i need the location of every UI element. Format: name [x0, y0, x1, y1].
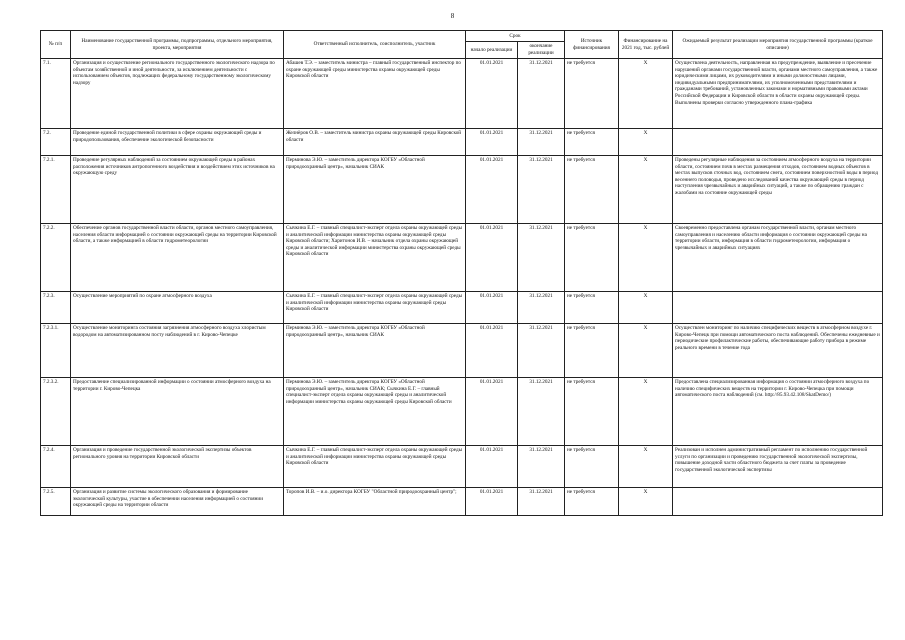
- row-responsible: Торопов И.В. – и.о. директора КОГБУ "Областной природоохранный центр";: [284, 488, 466, 516]
- row-end: 31.12.2021: [518, 129, 565, 156]
- row-responsible: Сычкина Е.Г. – главный специалист-эксперт отдела охраны окружающей среды и аналитической информации министерства охраны окружающей среды Кировской области; Харитонов И.В. – начальник отдела охраны окружающей среды и аналитической информации министерства охраны окружающей среды Кировской области: [284, 224, 466, 292]
- row-responsible: Сычкина Е.Г. – главный специалист-эксперт отдела охраны окружающей среды и аналитической информации министерства охраны окружающей среды Кировской области: [284, 446, 466, 488]
- row-responsible: Перминова Э.Ю. – заместитель директора КОГБУ «Областной природоохранный центр», начальник СИАК; Сычкина Е.Г. – главный специалист-эксперт отдела охраны окружающей среды и аналитической информации министерства охраны окружающей среды Кировской области: [284, 378, 466, 446]
- row-end: 31.12.2021: [518, 224, 565, 292]
- row-name: Проведение единой государственной политики в сфере охраны окружающей среды и природопользования, обеспечение экологической безопасности: [71, 129, 284, 156]
- row-end: 31.12.2021: [518, 324, 565, 378]
- row-name: Предоставление специализированной информации о состоянии атмосферного воздуха на территории г. Кирово-Чепецка: [71, 378, 284, 446]
- header-name: Наименование государственной программы, подпрограммы, отдельного мероприятия, проекта, мероприятия: [71, 31, 284, 59]
- header-result: Ожидаемый результат реализации мероприятия государственной программы (краткое описание): [673, 31, 883, 59]
- row-funding: X: [619, 59, 673, 129]
- header-num: № п/п: [41, 31, 71, 59]
- header-end: окончание реализации: [518, 42, 565, 59]
- row-name: Организация и развитие системы экологического образования и формирование экологической культуры, участие в обеспечении населения информацией о состоянии окружающей среды на территории области: [71, 488, 284, 516]
- row-num: 7.1.: [41, 59, 71, 129]
- table-row: [41, 224, 883, 292]
- row-funding: X: [619, 446, 673, 488]
- table-row: [41, 156, 883, 224]
- row-source: не требуется: [565, 292, 619, 324]
- row-funding: X: [619, 292, 673, 324]
- row-result: [673, 129, 883, 156]
- row-result: [673, 292, 883, 324]
- table-row: [41, 378, 883, 446]
- row-num: 7.2.3.2.: [41, 378, 71, 446]
- row-funding: X: [619, 156, 673, 224]
- row-source: не требуется: [565, 59, 619, 129]
- row-end: 31.12.2021: [518, 156, 565, 224]
- row-start: 01.01.2021: [466, 488, 518, 516]
- row-result: Своевременно предоставлена органам государственной власти, органам местного самоуправления и населению области информация о состоянии окружающей среды на территории области, информация в области гидрометеорологии, информация о чрезвычайных и аварийных ситуациях: [673, 224, 883, 292]
- row-name: Обеспечение органов государственной власти области, органов местного самоуправления, населения области информацией о состоянии окружающей среды на территории Кировской области, а также информацией в области гидрометеорологии: [71, 224, 284, 292]
- header-responsible: Ответственный исполнитель, соисполнитель, участник: [284, 31, 466, 59]
- row-num: 7.2.3.: [41, 292, 71, 324]
- row-source: не требуется: [565, 378, 619, 446]
- row-end: 31.12.2021: [518, 488, 565, 516]
- row-name: Проведение регулярных наблюдений за состоянием окружающей среды в районах расположения источников антропогенного воздействия и воздействием этих источников на окружающую среду: [71, 156, 284, 224]
- table-row: [41, 488, 883, 516]
- row-name: Организация и осуществление регионального государственного экологического надзора по объектам хозяйственной и иной деятельности, за исключением деятельности с использованием объектов, подлежащих федеральному государственному экологическому надзору: [71, 59, 284, 129]
- table-row: [41, 129, 883, 156]
- row-start: 01.01.2021: [466, 156, 518, 224]
- header-term: Срок: [466, 31, 565, 42]
- row-num: 7.2.: [41, 129, 71, 156]
- row-result: Осуществлена деятельность, направленная на предупреждение, выявление и пресечение нарушений органами государственной власти, органами местного самоуправления, а также юридическими лицами, их руководителями и иными должностными лицами, индивидуальными предпринимателями, их уполномоченными представителями и гражданами требований, установленных законами и нормативными правовыми актами Российской Федерации и Кировской области в области охраны окружающей среды. Выполнены проверки согласно утвержденного плана-графика: [673, 59, 883, 129]
- table-row: [41, 446, 883, 488]
- row-result: Предоставлена специализированная информация о состоянии атмосферного воздуха по наличию специфических веществ на территории г. Кирово-Чепецка при помощи автоматического поста наблюдений (см. http://85.93.42.108/SkatDemo/): [673, 378, 883, 446]
- table-row: [41, 292, 883, 324]
- row-source: не требуется: [565, 488, 619, 516]
- row-start: 01.01.2021: [466, 59, 518, 129]
- row-responsible: Сычкина Е.Г. – главный специалист-эксперт отдела охраны окружающей среды и аналитической информации министерства охраны окружающей среды Кировской области: [284, 292, 466, 324]
- header-start: начало реализации: [466, 42, 518, 59]
- row-source: не требуется: [565, 446, 619, 488]
- row-responsible: Перминова Э.Ю. – заместитель директора КОГБУ «Областной природоохранный центр», начальник СИАК: [284, 156, 466, 224]
- row-name: Организация и проведение государственной экологической экспертизы объектов регионального уровня на территории Кировской области: [71, 446, 284, 488]
- row-end: 31.12.2021: [518, 292, 565, 324]
- row-result: Реализован и исполнен административный регламент по исполнению государственной услуги по организации и проведению государственной экологической экспертизы, повышение доходной части областного бюджета за счет платы за проведение государственной экологической экспертизы: [673, 446, 883, 488]
- row-start: 01.01.2021: [466, 446, 518, 488]
- row-source: не требуется: [565, 224, 619, 292]
- header-funding: Финансирование на 2021 год, тыс. рублей: [619, 31, 673, 59]
- row-source: не требуется: [565, 129, 619, 156]
- row-num: 7.2.1.: [41, 156, 71, 224]
- row-funding: X: [619, 129, 673, 156]
- row-end: 31.12.2021: [518, 446, 565, 488]
- row-num: 7.2.2.: [41, 224, 71, 292]
- row-num: 7.2.5.: [41, 488, 71, 516]
- table-row: [41, 59, 883, 129]
- row-funding: X: [619, 378, 673, 446]
- row-source: не требуется: [565, 156, 619, 224]
- row-start: 01.01.2021: [466, 324, 518, 378]
- row-start: 01.01.2021: [466, 129, 518, 156]
- row-responsible: Абашев Т.Э. – заместитель министра – главный государственный инспектор по охране окружающей среды министерства охраны окружающей среды Кировской области: [284, 59, 466, 129]
- table-row: [41, 324, 883, 378]
- row-end: 31.12.2021: [518, 378, 565, 446]
- row-start: 01.01.2021: [466, 292, 518, 324]
- row-num: 7.2.4.: [41, 446, 71, 488]
- row-funding: X: [619, 324, 673, 378]
- row-funding: X: [619, 224, 673, 292]
- header-source: Источник финансирования: [565, 31, 619, 59]
- row-source: не требуется: [565, 324, 619, 378]
- row-num: 7.2.3.1.: [41, 324, 71, 378]
- row-end: 31.12.2021: [518, 59, 565, 129]
- row-responsible: Перминова Э.Ю. – заместитель директора КОГБУ «Областной природоохранный центр», начальник СИАК: [284, 324, 466, 378]
- program-table: [40, 30, 883, 516]
- row-start: 01.01.2021: [466, 224, 518, 292]
- row-name: Осуществление мониторинга состояния загрязнения атмосферного воздуха хлористым водородом на автоматизированном посту наблюдений в г. Кирово-Чепецке: [71, 324, 284, 378]
- row-funding: X: [619, 488, 673, 516]
- row-start: 01.01.2021: [466, 378, 518, 446]
- row-result: [673, 488, 883, 516]
- page-number: 8: [450, 12, 455, 20]
- row-responsible: Желнёров О.В. – заместитель министра охраны окружающей среды Кировской области: [284, 129, 466, 156]
- row-name: Осуществление мероприятий по охране атмосферного воздуха: [71, 292, 284, 324]
- row-result: Проведены регулярные наблюдения за состоянием атмосферного воздуха на территории области, состоянием почв в местах размещения отходов, состоянием водных объектов в местах выпусков сточных вод, состоянием снега, состоянием поверхностной воды в период весеннего половодья, проведено исследований качества окружающей среды в период наступления чрезвычайных и аварийных ситуаций, а также по обращению граждан с жалобами на состояние окружающей среды: [673, 156, 883, 224]
- row-result: Осуществлен мониторинг по наличию специфических веществ в атмосферном воздухе г. Кирово-Чепецк при помощи автоматического поста наблюдений. Обеспечены ежедневные и периодические профилактические работы, обеспечивающие работу прибора в режиме реального времени в течение года: [673, 324, 883, 378]
